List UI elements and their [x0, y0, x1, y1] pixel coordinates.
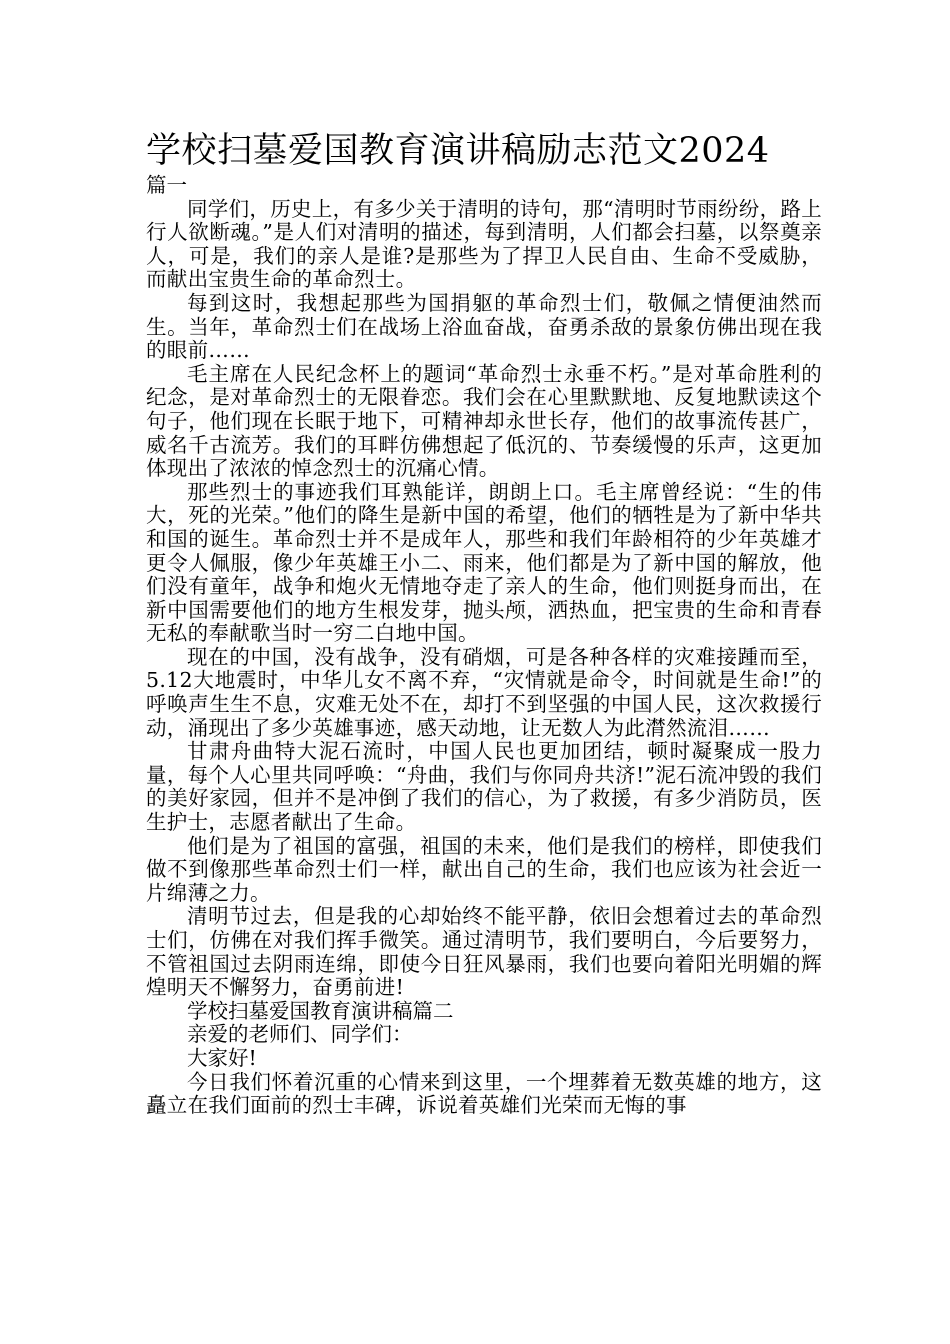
section-heading: 学校扫墓爱国教育演讲稿篇二 — [187, 998, 454, 1023]
paragraph: 那些烈士的事迹我们耳熟能详，朗朗上口。毛主席曾经说：“生的伟大，死的光荣。”他们的降生是新中国的希望，他们的牺牲是为了新中华共和国的诞生。革命烈士并不是成年人，那些和我们年龄相符的少年英雄才更令人佩服，像少年英雄王小二、雨来，他们都是为了新中国的解放，他们没有童年，战争和炮火无情地夺走了亲人的生命，他们则挺身而出，在新中国需要他们的地方生根发芽，抛头颅，洒热血，把宝贵的生命和青春无私的奉献歌当时一穷二白地中国。 — [146, 479, 822, 646]
paragraph: 今日我们怀着沉重的心情来到这里，一个埋葬着无数英雄的地方，这矗立在我们面前的烈士丰碑，诉说着英雄们光荣而无悔的事 — [146, 1069, 822, 1118]
document-page — [146, 128, 822, 1118]
salutation: 亲爱的老师们、同学们： — [187, 1022, 413, 1047]
greeting: 大家好! — [187, 1045, 257, 1070]
paragraph: 他们是为了祖国的富强，祖国的未来，他们是我们的榜样，即使我们做不到像那些革命烈士们一样，献出自己的生命，我们也应该为社会近一片绵薄之力。 — [146, 833, 822, 905]
paragraph: 甘肃舟曲特大泥石流时，中国人民也更加团结，顿时凝聚成一股力量，每个人心里共同呼唤：“舟曲，我们与你同舟共济!”泥石流冲毁的我们的美好家园，但并不是冲倒了我们的信心，为了救援，有多少消防员，医生护士，志愿者献出了生命。 — [146, 739, 822, 835]
paragraph: 每到这时，我想起那些为国捐躯的革命烈士们，敬佩之情便油然而生。当年，革命烈士们在战场上浴血奋战，奋勇杀敌的景象仿佛出现在我的眼前…… — [146, 290, 822, 363]
paragraph: 同学们，历史上，有多少关于清明的诗句，那“清明时节雨纷纷，路上行人欲断魂。”是人们对清明的描述，每到清明，人们都会扫墓，以祭奠亲人，可是，我们的亲人是谁?是那些为了捍卫人民自由、生命不受威胁，而献出宝贵生命的革命烈士。 — [146, 196, 822, 292]
section-label: 篇一 — [146, 173, 187, 197]
paragraph: 毛主席在人民纪念杯上的题词“革命烈士永垂不朽。”是对革命胜利的纪念，是对革命烈士的无限眷恋。我们会在心里默默地、反复地默读这个句子，他们现在长眠于地下，可精神却永世长存，他们的故事流传甚广，威名千古流芳。我们的耳畔仿佛想起了低沉的、节奏缓慢的乐声，这更加体现出了浓浓的悼念烈士的沉痛心情。 — [146, 361, 822, 481]
paragraph: 现在的中国，没有战争，没有硝烟，可是各种各样的灾难接踵而至，5.12大地震时，中华儿女不离不弃，“灾情就是命令，时间就是生命!”的呼唤声生生不息，灾难无处不在，却打不到坚强的中国人民，这次救援行动，涌现出了多少英雄事迹，感天动地，让无数人为此潸然流泪…… — [146, 644, 822, 740]
document-title: 学校扫墓爱国教育演讲稿励志范文2024 — [146, 131, 770, 171]
paragraph: 清明节过去，但是我的心却始终不能平静，依旧会想着过去的革命烈士们，仿佛在对我们挥手微笑。通过清明节，我们要明白，今后要努力，不管祖国过去阴雨连绵，即使今日狂风暴雨，我们也要向着阳光明媚的辉煌明天不懈努力，奋勇前进! — [146, 904, 822, 1000]
